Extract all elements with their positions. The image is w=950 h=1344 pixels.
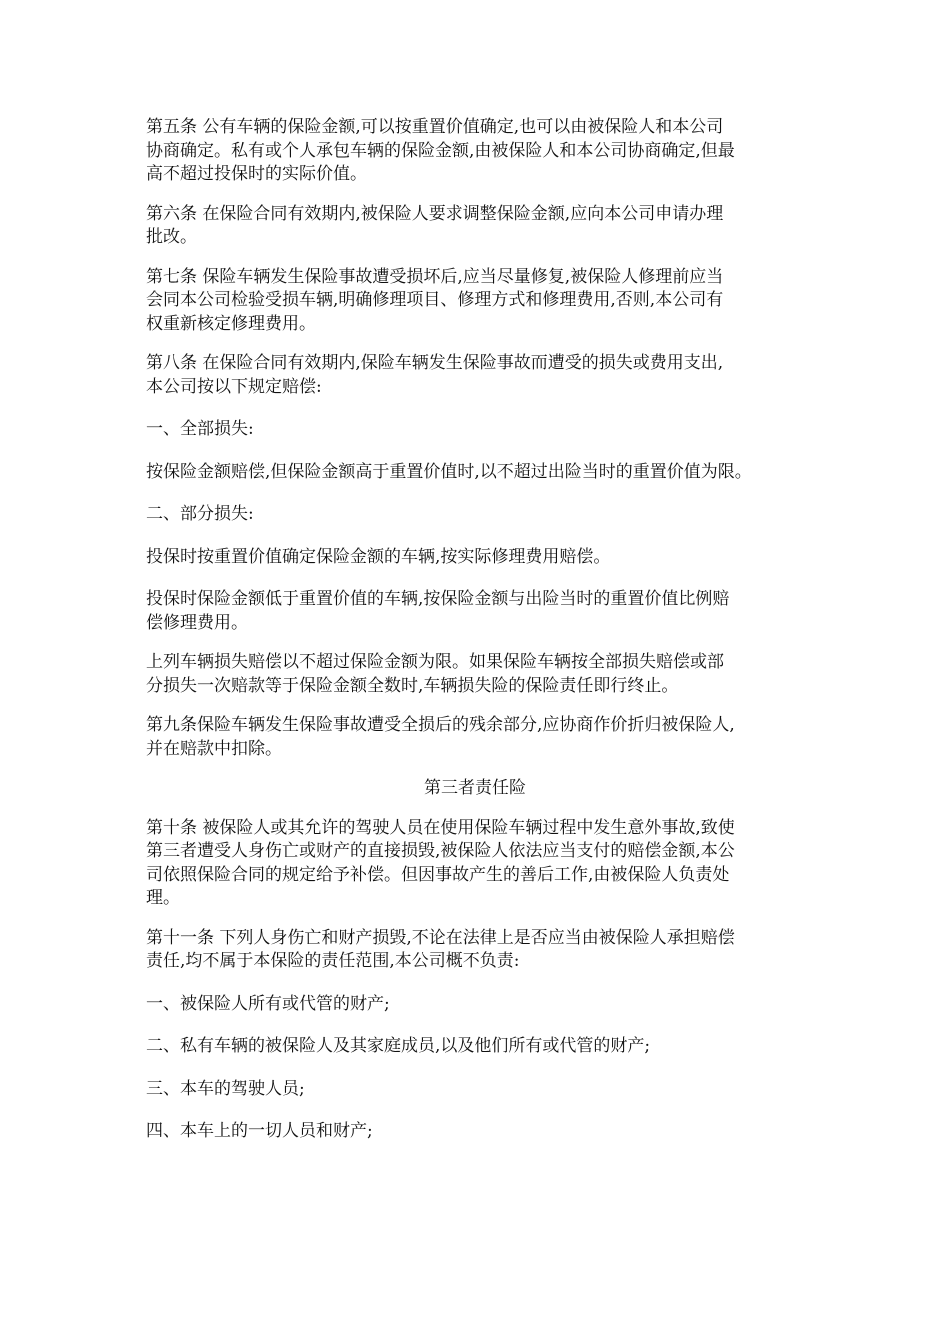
paragraph-article-7: 第七条 保险车辆发生保险事故遭受损坏后,应当尽量修复,被保险人修理前应当 会同本公司检验受损车辆,明确修理项目、修理方式和修理费用,否则,本公司有 权重新核定修理费用。 (146, 266, 724, 334)
list-item-exclusion-2: 二、私有车辆的被保险人及其家庭成员,以及他们所有或代管的财产; (146, 1036, 651, 1056)
paragraph-article-5: 第五条 公有车辆的保险金额,可以按重置价值确定,也可以由被保险人和本公司 协商确定。私有或个人承包车辆的保险金额,由被保险人和本公司协商确定,但最 高不超过投保时的实际价值。 (146, 117, 735, 184)
list-item-exclusion-3: 三、本车的驾驶人员; (146, 1078, 305, 1099)
list-item-exclusion-4: 四、本车上的一切人员和财产; (146, 1121, 373, 1141)
paragraph-article-6: 第六条 在保险合同有效期内,被保险人要求调整保险金额,应向本公司申请办理 批改。 (146, 203, 724, 247)
paragraph-article-8: 第八条 在保险合同有效期内,保险车辆发生保险事故而遭受的损失或费用支出, 本公司按以下规定赔偿: (146, 353, 724, 397)
list-item-exclusion-1: 一、被保险人所有或代管的财产; (146, 993, 390, 1014)
paragraph-partial-loss-body-1: 投保时按重置价值确定保险金额的车辆,按实际修理费用赔偿。 (146, 546, 611, 567)
section-heading-third-party: 第三者责任险 (424, 778, 526, 798)
paragraph-article-10: 第十条 被保险人或其允许的驾驶人员在使用保险车辆过程中发生意外事故,致使 第三者遭受人身伤亡或财产的直接损毁,被保险人依法应当支付的赔偿金额,本公 司依照保险合同的规定给予补偿。但因事故产生的善后工作,由被保险人负责处 理。 (146, 817, 735, 908)
paragraph-partial-loss-heading: 二、部分损失: (146, 504, 254, 524)
paragraph-loss-limit: 上列车辆损失赔偿以不超过保险金额为限。如果保险车辆按全部损失赔偿或部 分损失一次赔款等于保险金额全数时,车辆损失险的保险责任即行终止。 (146, 652, 724, 696)
paragraph-total-loss-heading: 一、全部损失: (146, 419, 254, 439)
paragraph-total-loss-body: 按保险金额赔偿,但保险金额高于重置价值时,以不超过出险当时的重置价值为限。 (146, 461, 752, 482)
paragraph-article-11: 第十一条 下列人身伤亡和财产损毁,不论在法律上是否应当由被保险人承担赔偿 责任,均不属于本保险的责任范围,本公司概不负责: (146, 927, 735, 971)
paragraph-article-9: 第九条保险车辆发生保险事故遭受全损后的残余部分,应协商作价折归被保险人, 并在赔款中扣除。 (146, 715, 735, 759)
paragraph-partial-loss-body-2: 投保时保险金额低于重置价值的车辆,按保险金额与出险当时的重置价值比例赔 偿修理费用。 (146, 589, 730, 633)
